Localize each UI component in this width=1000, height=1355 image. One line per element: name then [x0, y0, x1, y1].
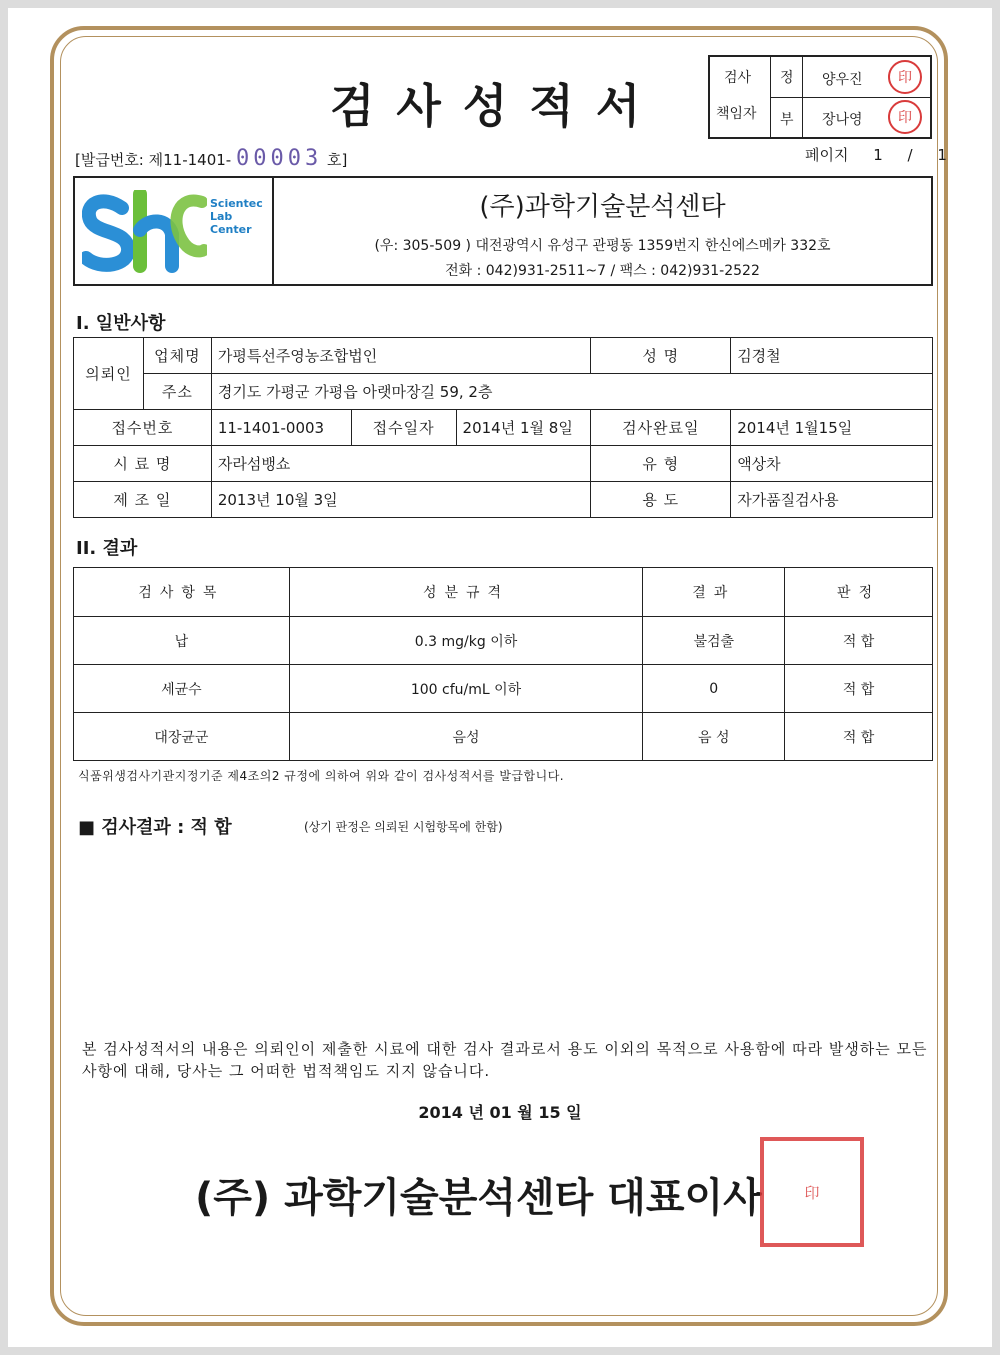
logo-text: Scientec Lab Center — [210, 197, 263, 236]
complete-date-value: 2014년 1월15일 — [731, 410, 933, 446]
receipt-date-label: 접수일자 — [351, 410, 456, 446]
company-label: 업체명 — [143, 338, 211, 374]
footer-signature-line: (주) 과학기술분석센타 대표이사 — [195, 1175, 762, 1221]
document-title: 검사성적서 — [330, 79, 663, 133]
verdict-label: ■ 검사결과 : 적 합 — [78, 817, 232, 838]
mfg-date-value: 2013년 10월 3일 — [211, 482, 591, 518]
name-value: 김경철 — [731, 338, 933, 374]
approval-role-2: 책임자 — [716, 106, 757, 122]
section-results-heading: II. 결과 — [76, 538, 138, 559]
result: 0 — [643, 665, 785, 713]
seal-stamp-icon: 印 — [888, 100, 922, 134]
approval-primary-label: 정 — [780, 70, 794, 86]
receipt-no-label: 접수번호 — [74, 410, 212, 446]
judgement: 적 합 — [785, 617, 933, 665]
sample-value: 자라섬뱅쇼 — [211, 446, 591, 482]
disclaimer-text: 본 검사성적서의 내용은 의뢰인이 제출한 시료에 대한 검사 결과로서 용도 이외의 목적으로 사용함에 따라 발생하는 모든 사항에 대해, 당사는 그 어떠한 법적책임도 지지 않습니다. — [82, 1040, 928, 1080]
test-item: 대장균군 — [74, 713, 290, 761]
verdict-note: (상기 판정은 의뢰된 시험항목에 한함) — [304, 820, 503, 834]
company-value: 가평특선주영농조합법인 — [211, 338, 591, 374]
results-table — [73, 567, 933, 761]
issue-number: [발급번호: 제11-1401- 00003 호] — [75, 146, 348, 171]
header-test-item: 검사항목 — [74, 568, 290, 617]
company-name: (주)과학기술분석센타 — [479, 192, 726, 222]
general-info-table — [73, 337, 933, 518]
use-value: 자가품질검사용 — [731, 482, 933, 518]
table-row — [74, 617, 933, 665]
type-value: 액상차 — [731, 446, 933, 482]
type-label: 유 형 — [591, 446, 731, 482]
spec: 0.3 mg/kg 이하 — [289, 617, 643, 665]
header-spec: 성분규격 — [289, 568, 643, 617]
page-number: 페이지 1 / 1 — [805, 146, 947, 164]
judgement: 적 합 — [785, 713, 933, 761]
header-judgement: 판정 — [785, 568, 933, 617]
name-label: 성 명 — [591, 338, 731, 374]
company-seal-icon: 印 — [760, 1137, 864, 1247]
sample-label: 시 료 명 — [74, 446, 212, 482]
spec: 음성 — [289, 713, 643, 761]
address-value: 경기도 가평군 가평읍 아랫마장길 59, 2층 — [211, 374, 932, 410]
client-label: 의뢰인 — [74, 338, 144, 410]
complete-date-label: 검사완료일 — [591, 410, 731, 446]
judgement: 적 합 — [785, 665, 933, 713]
receipt-date-value: 2014년 1월 8일 — [456, 410, 591, 446]
issuance-note: 식품위생검사기관지정기준 제4조의2 규정에 의하여 위와 같이 검사성적서를 발급합니다. — [78, 769, 565, 783]
result: 불검출 — [643, 617, 785, 665]
address-label: 주소 — [143, 374, 211, 410]
approval-secondary-label: 부 — [780, 112, 794, 128]
test-item: 세균수 — [74, 665, 290, 713]
receipt-no-value: 11-1401-0003 — [211, 410, 351, 446]
approval-secondary-name: 장나영 — [822, 112, 863, 128]
approval-role-1: 검사 — [724, 70, 752, 86]
mfg-date-label: 제 조 일 — [74, 482, 212, 518]
logo-icon — [82, 190, 207, 274]
section-general-heading: I. 일반사항 — [76, 313, 166, 334]
approval-primary-name: 양우진 — [822, 72, 863, 88]
spec: 100 cfu/mL 이하 — [289, 665, 643, 713]
company-address: (우: 305-509 ) 대전광역시 유성구 관평동 1359번지 한신에스메카 332호 — [374, 238, 831, 254]
table-row — [74, 665, 933, 713]
use-label: 용 도 — [591, 482, 731, 518]
company-phone: 전화 : 042)931-2511~7 / 팩스 : 042)931-2522 — [445, 263, 760, 279]
table-row — [74, 713, 933, 761]
issue-date: 2014 년 01 월 15 일 — [418, 1103, 582, 1122]
test-item: 납 — [74, 617, 290, 665]
result: 음 성 — [643, 713, 785, 761]
issue-number-value: 00003 — [236, 146, 323, 171]
approval-box — [708, 55, 932, 139]
seal-stamp-icon: 印 — [888, 60, 922, 94]
header-result: 결과 — [643, 568, 785, 617]
